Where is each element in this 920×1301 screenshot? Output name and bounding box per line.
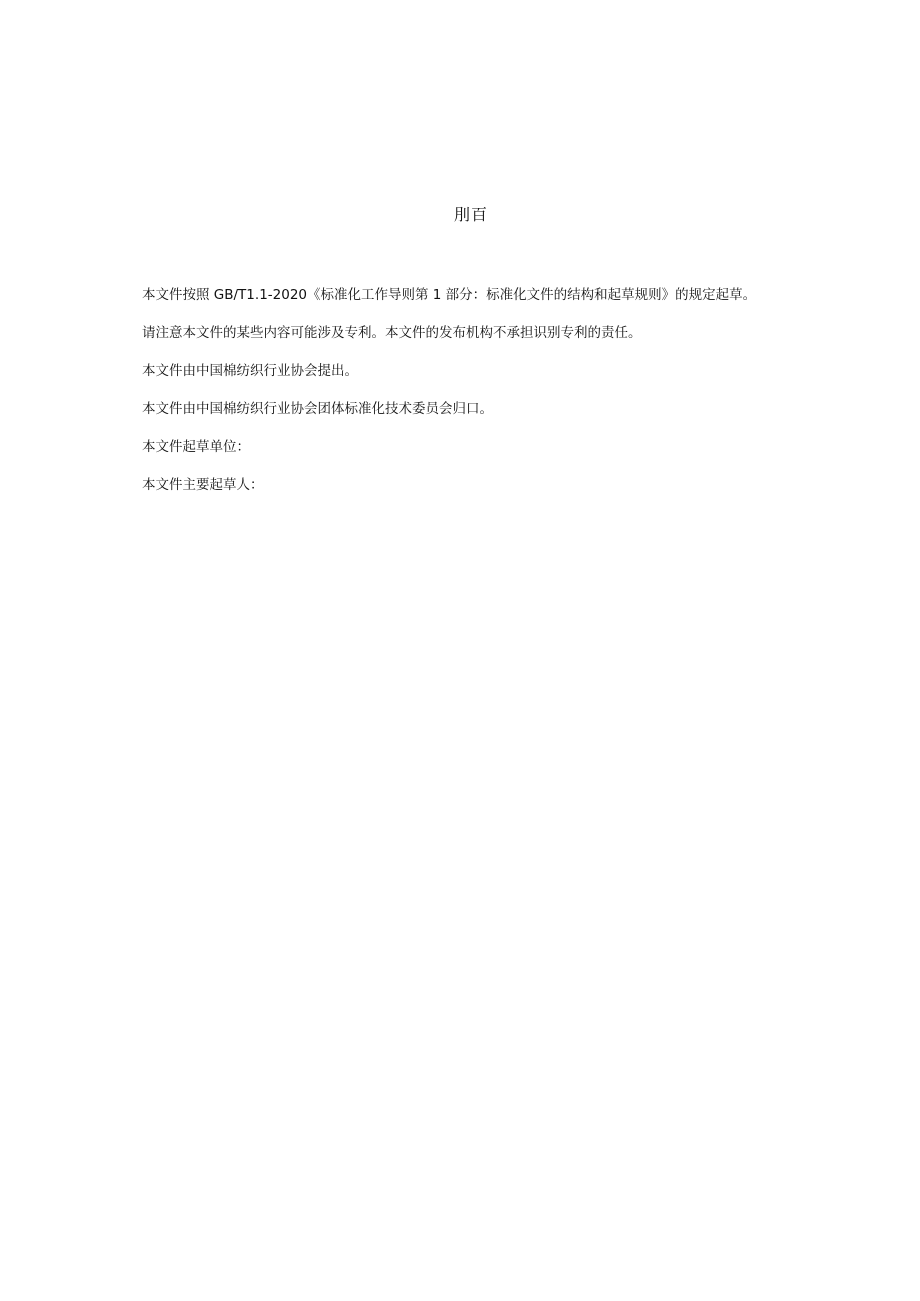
paragraph-main-drafters: 本文件主要起草人： <box>142 477 264 493</box>
foreword-heading: 刖百 <box>453 205 488 224</box>
paragraph-drafting-rules: 本文件按照 GB/T1.1-2020《标准化工作导则第 1 部分：标准化文件的结构和起草规则》的规定起草。 <box>142 287 757 303</box>
paragraph-proposer: 本文件由中国棉纺织行业协会提出。 <box>142 363 358 379</box>
paragraph-centralized-by: 本文件由中国棉纺织行业协会团体标准化技术委员会归口。 <box>142 401 493 417</box>
paragraph-drafting-units: 本文件起草单位： <box>142 439 250 455</box>
foreword-body <box>142 285 862 513</box>
paragraph-patent-notice: 请注意本文件的某些内容可能涉及专利。本文件的发布机构不承担识别专利的责任。 <box>142 325 642 341</box>
